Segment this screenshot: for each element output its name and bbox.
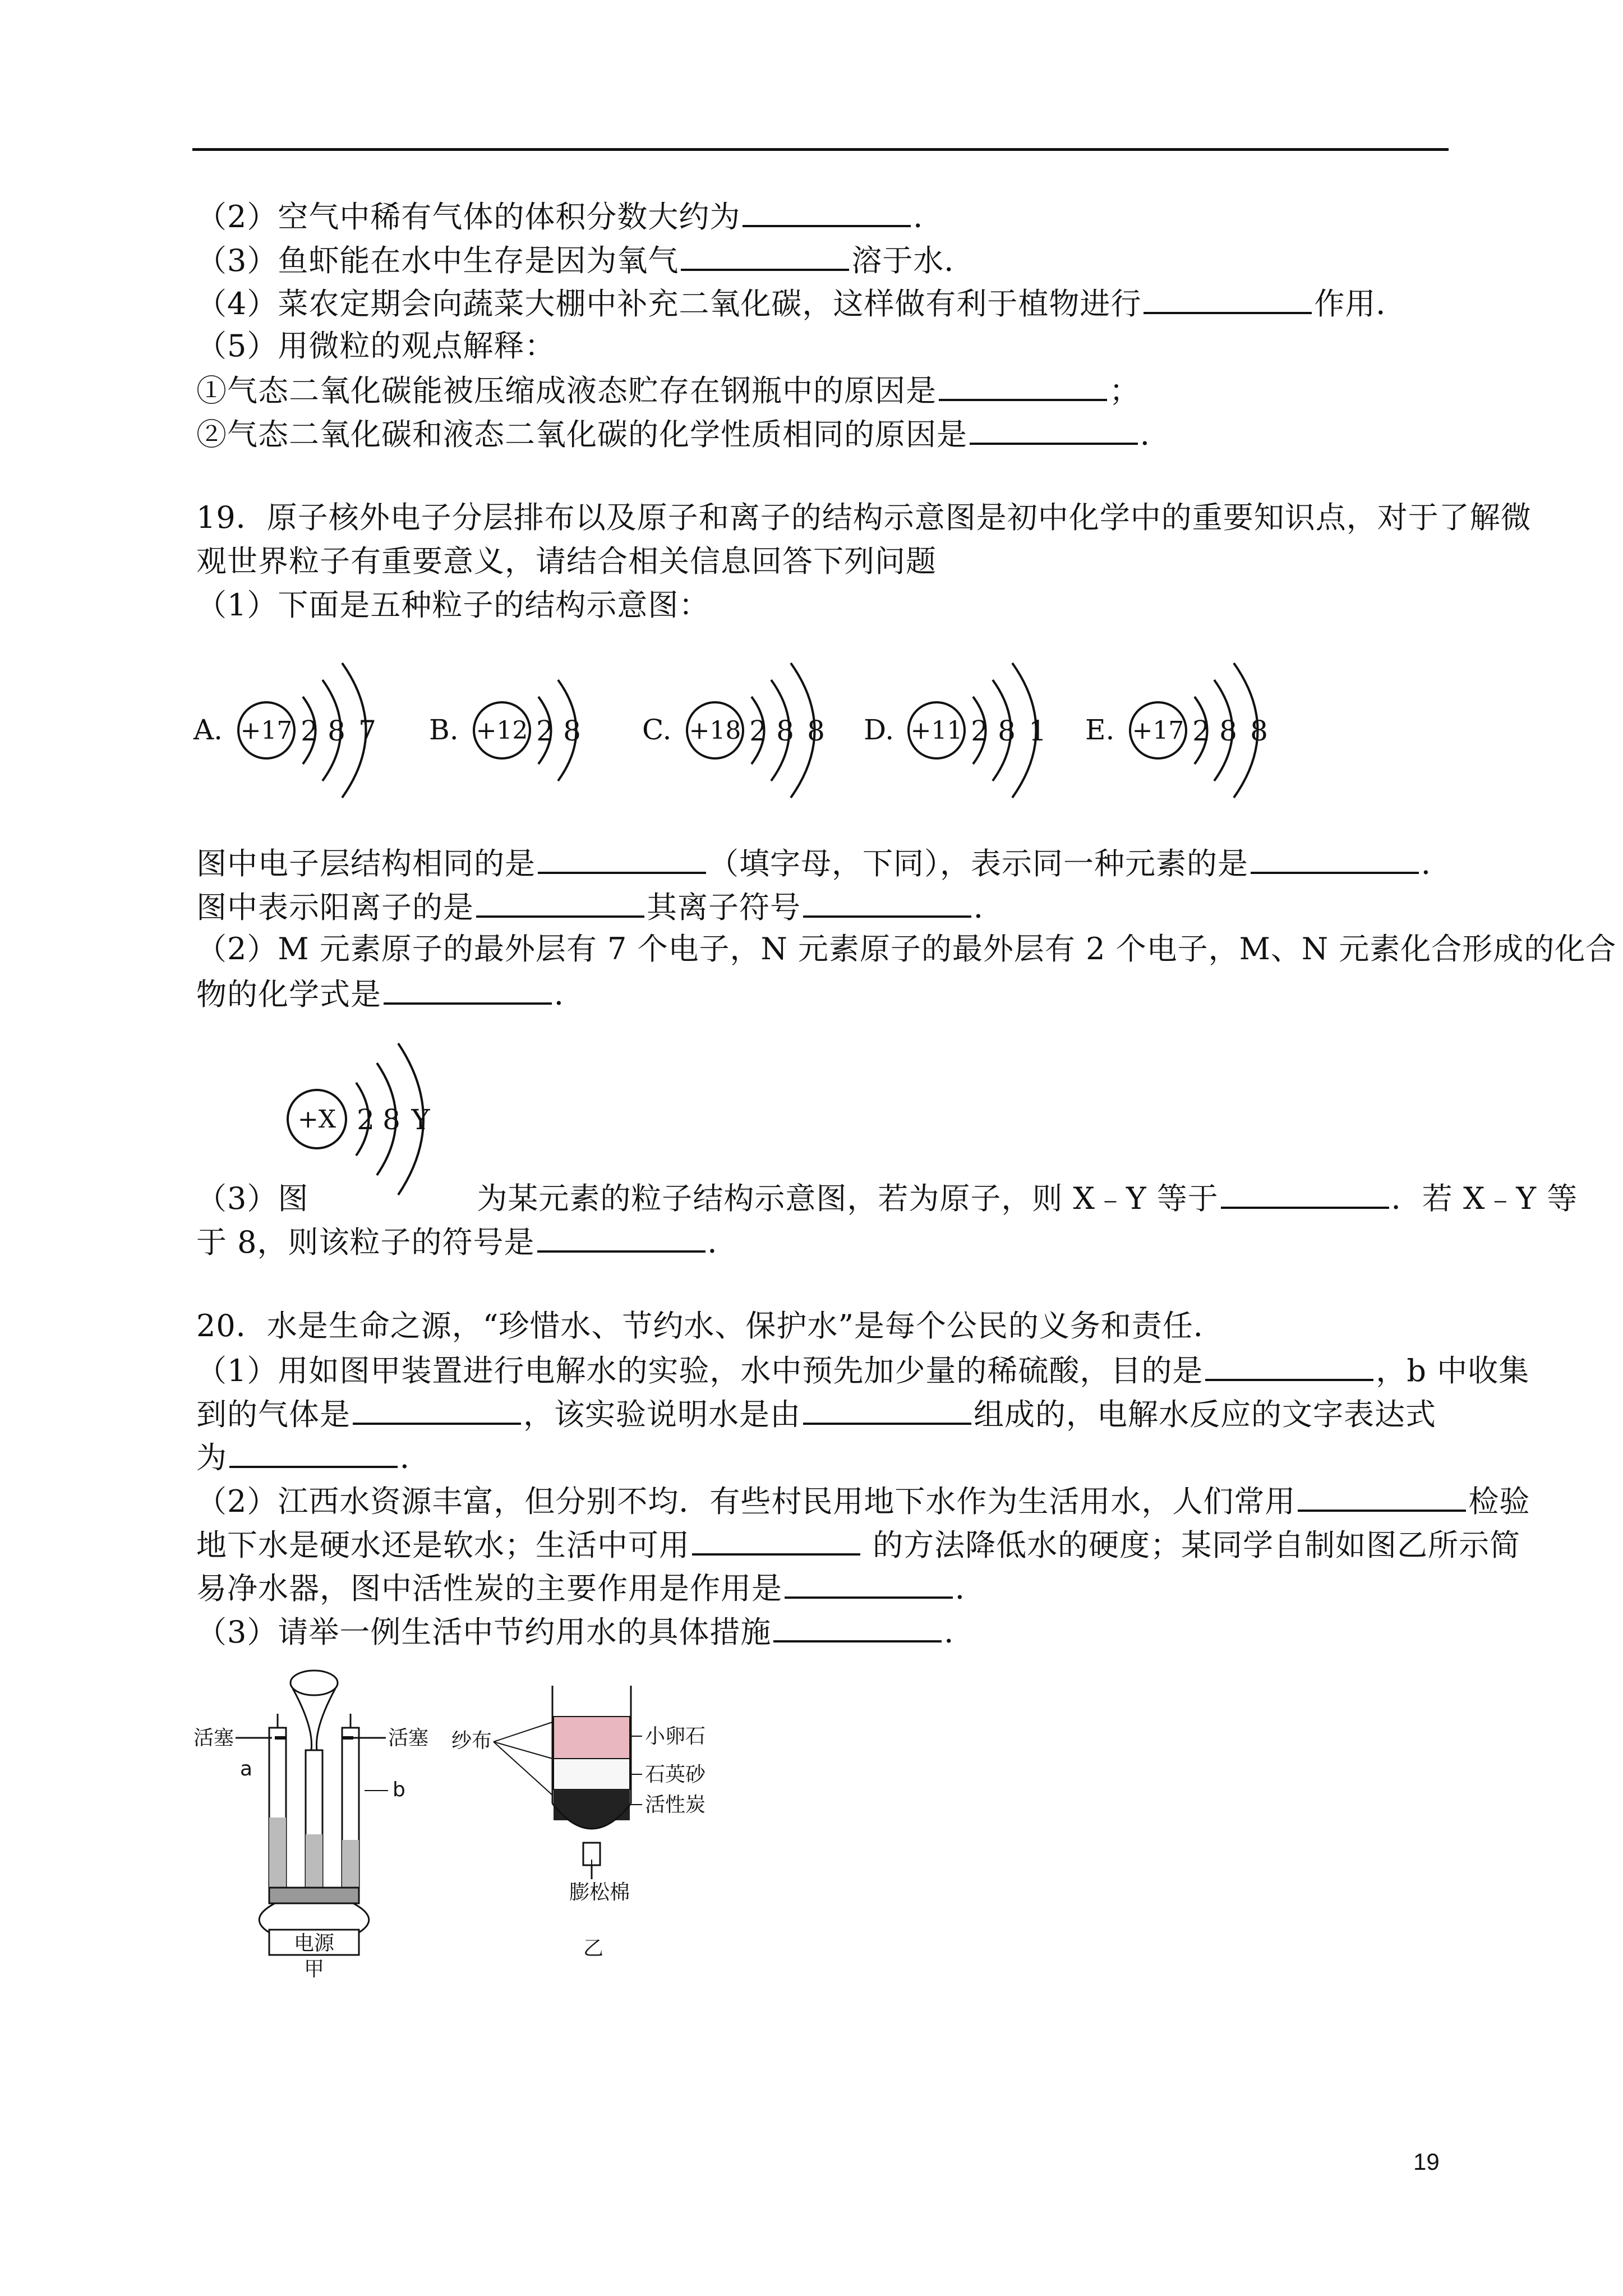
cotton-label: 膨松棉 xyxy=(569,1881,630,1904)
q18-line-5: （5）用微粒的观点解释： xyxy=(196,328,556,364)
answer-blank[interactable] xyxy=(743,194,911,227)
q20-line-8: （3）请举一例生活中节约用水的具体措施 ． xyxy=(196,1609,975,1654)
answer-blank[interactable] xyxy=(1251,840,1419,874)
answer-blank[interactable] xyxy=(537,1219,706,1253)
answer-blank[interactable] xyxy=(1221,1175,1389,1209)
q19-line-6: （2）M 元素原子的最外层有 7 个电子，N 元素原子的最外层有 2 个电子，M、N 元素化合形成的化合 xyxy=(196,931,1617,967)
q19-line-3: （1）下面是五种粒子的结构示意图： xyxy=(196,587,710,623)
figure-caption: 乙 xyxy=(583,1937,604,1960)
shell-electrons: 2 xyxy=(301,715,319,747)
q18-line-6: ①气态二氧化碳能被压缩成液态贮存在钢瓶中的原因是 ； xyxy=(196,367,1140,413)
q20-line-5: （2）江西水资源丰富，但分别不均．有些村民用地下水作为生活用水，人们常用 检验 xyxy=(196,1478,1530,1524)
shell-electrons: 2 xyxy=(1192,715,1210,747)
answer-blank[interactable] xyxy=(1298,1478,1466,1512)
shell-electrons: 7 xyxy=(358,715,376,747)
shell-electrons: 8 xyxy=(998,715,1016,747)
answer-blank[interactable] xyxy=(970,411,1138,445)
nucleus-charge: +11 xyxy=(910,716,963,745)
answer-blank[interactable] xyxy=(476,884,644,918)
answer-blank[interactable] xyxy=(681,237,849,271)
shell-electrons: 2 xyxy=(357,1103,375,1136)
shell-electrons: 8 xyxy=(1219,715,1237,747)
tube-a-label: a xyxy=(240,1757,253,1780)
answer-blank[interactable] xyxy=(803,884,971,918)
answer-blank[interactable] xyxy=(785,1565,953,1599)
q19-line-4: 图中电子层结构相同的是 （填字母，下同），表示同一种元素的是 ． xyxy=(196,840,1452,886)
pebble-label: 小卵石 xyxy=(645,1725,706,1748)
atom-structure-diagrams xyxy=(191,634,1312,819)
quartz-sand-label: 石英砂 xyxy=(645,1763,706,1786)
header-rule xyxy=(192,148,1449,151)
answer-blank[interactable] xyxy=(229,1434,398,1468)
valve-label: 活塞 xyxy=(193,1727,234,1750)
q20-line-7: 易净水器，图中活性炭的主要作用是作用是 ． xyxy=(196,1565,986,1611)
q18-line-7: ②气态二氧化碳和液态二氧化碳的化学性质相同的原因是 ． xyxy=(196,411,1171,457)
gauze-label: 纱布 xyxy=(451,1729,492,1752)
answer-blank[interactable] xyxy=(384,971,552,1005)
atom-label: B. xyxy=(429,714,459,746)
q20-line-1: 20．水是生命之源，“珍惜水、节约水、保护水”是每个公民的义务和责任． xyxy=(196,1308,1224,1343)
nucleus-charge: +12 xyxy=(476,716,528,745)
answer-blank[interactable] xyxy=(939,367,1107,401)
shell-electrons: 2 xyxy=(749,715,767,747)
answer-blank[interactable] xyxy=(1144,280,1312,314)
q19-line-1: 19．原子核外电子分层排布以及原子和离子的结构示意图是初中化学中的重要知识点，对于了解微 xyxy=(196,500,1532,535)
tube-b-label: b xyxy=(393,1778,405,1801)
atom-diagram-e xyxy=(1085,663,1268,798)
q18-line-4: （4）菜农定期会向蔬菜大棚中补充二氧化碳，这样做有利于植物进行 作用． xyxy=(196,280,1407,326)
q19-line-7: 物的化学式是 ． xyxy=(196,971,585,1016)
shell-electrons: 8 xyxy=(382,1103,400,1136)
atom-diagram-b xyxy=(429,680,581,781)
q20-line-3: 到的气体是 ，该实验说明水是由 组成的，电解水反应的文字表达式 xyxy=(196,1391,1436,1437)
answer-blank[interactable] xyxy=(773,1609,942,1642)
nucleus-charge: +17 xyxy=(1132,716,1184,745)
atom-label: A. xyxy=(193,714,223,746)
shell-electrons: 2 xyxy=(536,715,554,747)
valve-label: 活塞 xyxy=(388,1727,429,1750)
q18-line-3: （3）鱼虾能在水中生存是因为氧气 溶于水． xyxy=(196,237,975,283)
figure-yi-water-purifier xyxy=(449,1674,740,1989)
atom-diagram-a xyxy=(193,663,376,798)
q20-line-4: 为 ． xyxy=(196,1434,431,1480)
shell-electrons: 8 xyxy=(563,715,581,747)
figure-jia-electrolysis xyxy=(191,1666,460,1980)
answer-blank[interactable] xyxy=(803,1391,971,1425)
q19-line-5: 图中表示阳离子的是 其离子符号 ． xyxy=(196,884,1004,930)
atom-diagram-c xyxy=(642,663,825,798)
nucleus-charge: +18 xyxy=(689,716,741,745)
figure-caption: 甲 xyxy=(303,1958,325,1980)
atom-label: D. xyxy=(864,714,895,746)
atom-label: E. xyxy=(1085,714,1115,746)
shell-electrons: 8 xyxy=(807,715,825,747)
nucleus-charge: +17 xyxy=(240,716,293,745)
answer-blank[interactable] xyxy=(692,1522,860,1556)
answer-blank[interactable] xyxy=(353,1391,521,1425)
shell-electrons: 8 xyxy=(1250,715,1268,747)
q20-line-2: （1）用如图甲装置进行电解水的实验，水中预先加少量的稀硫酸，目的是 ，b 中收集 xyxy=(196,1347,1529,1393)
nucleus-charge: +X xyxy=(297,1105,336,1134)
answer-blank[interactable] xyxy=(538,840,706,874)
power-supply-label: 电源 xyxy=(293,1932,335,1955)
shell-electrons: Y xyxy=(411,1103,430,1136)
q19-line-2: 观世界粒子有重要意义，请结合相关信息回答下列问题 xyxy=(196,544,937,579)
answer-blank[interactable] xyxy=(1205,1347,1373,1381)
page-number: 19 xyxy=(1413,2148,1440,2175)
shell-electrons: 8 xyxy=(776,715,794,747)
q18-line-2: （2）空气中稀有气体的体积分数大约为 ． xyxy=(196,194,944,239)
q20-line-6: 地下水是硬水还是软水；生活中可用 的方法降低水的硬度；某同学自制如图乙所示简 xyxy=(196,1522,1520,1567)
shell-electrons: 2 xyxy=(971,715,989,747)
shell-electrons: 1 xyxy=(1029,715,1046,747)
atom-label: C. xyxy=(642,714,672,746)
q19-line-9: 于 8，则该粒子的符号是 ． xyxy=(196,1219,739,1264)
q19-line-8: （3）图 为某元素的粒子结构示意图，若为原子，则 X﹣Y 等于 ．若 X﹣Y 等 xyxy=(196,1175,1578,1221)
activated-carbon-label: 活性炭 xyxy=(645,1793,706,1816)
atom-diagram-d xyxy=(864,663,1046,798)
shell-electrons: 8 xyxy=(328,715,345,747)
